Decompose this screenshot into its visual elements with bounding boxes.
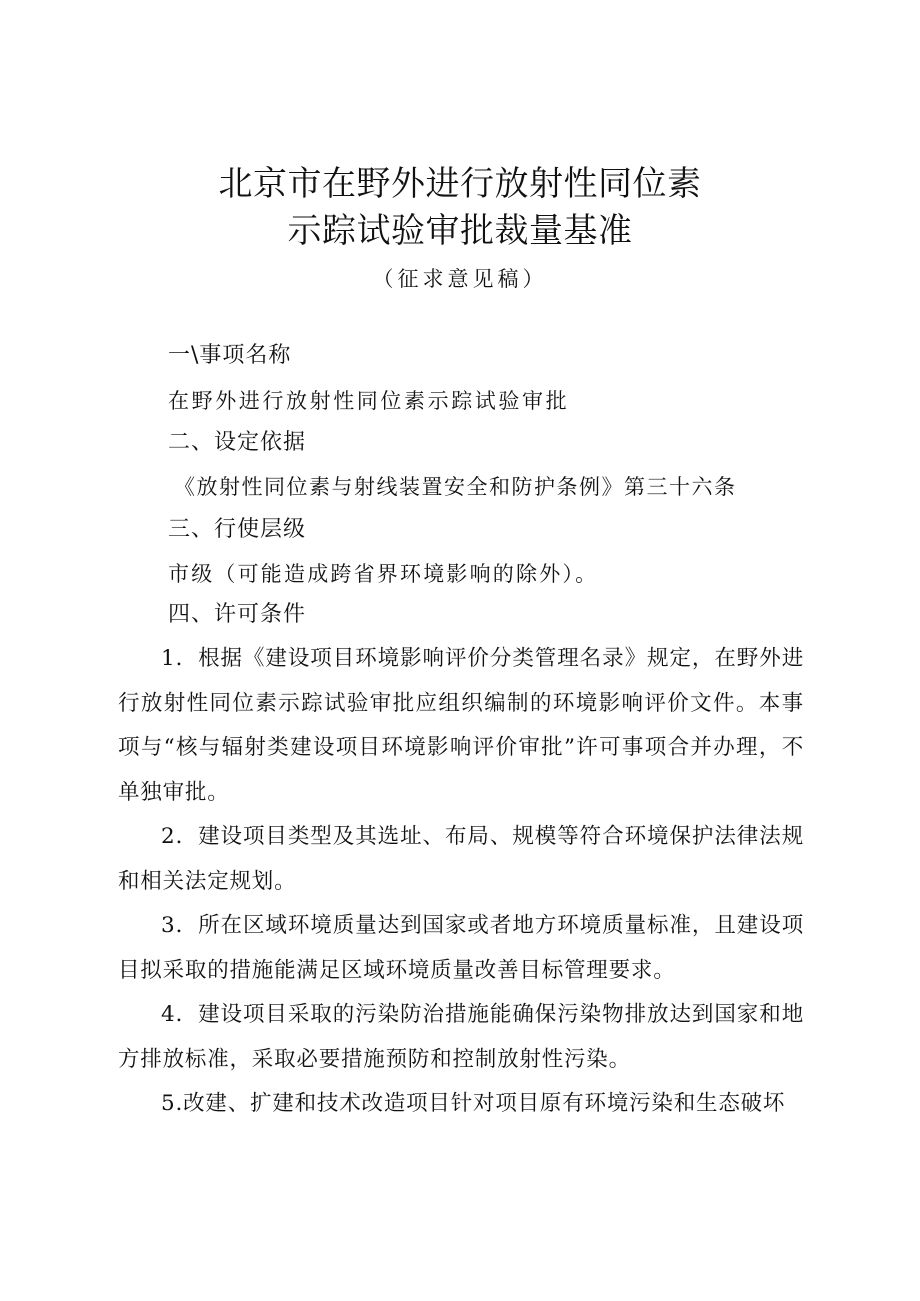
document-subtitle: （征求意见稿） [372, 267, 548, 291]
document-title-line-1: 北京市在野外进行放射性同位素 [218, 164, 702, 204]
section-heading-level: 三、行使层级 [168, 517, 307, 542]
section-heading-conditions: 四、许可条件 [168, 602, 307, 627]
section-body-legal-basis: 《放射性同位素与射线装置安全和防护条例》第三十六条 [174, 475, 737, 499]
section-heading-legal-basis: 二、设定依据 [168, 430, 307, 455]
condition-item-5: 5.改建、扩建和技术改造项目针对项目原有环境污染和生态破坏 [161, 1091, 786, 1116]
condition-item-2: 2．建设项目类型及其选址、布局、规模等符合环境保护法律法规和相关法定规划。 [118, 824, 804, 894]
condition-item-3: 3．所在区域环境质量达到国家或者地方环境质量标准，且建设项目拟采取的措施能满足区域环境质量改善目标管理要求。 [118, 913, 804, 983]
section-heading-item-name: 一\事项名称 [168, 343, 292, 368]
section-body-item-name: 在野外进行放射性同位素示踪试验审批 [168, 389, 570, 413]
section-body-level: 市级（可能造成跨省界环境影响的除外）。 [168, 562, 599, 586]
condition-item-4: 4．建设项目采取的污染防治措施能确保污染物排放达到国家和地方排放标准，采取必要措施预防和控制放射性污染。 [118, 1002, 804, 1072]
document-title-line-2: 示踪试验审批裁量基准 [287, 211, 633, 251]
condition-item-1: 1．根据《建设项目环境影响评价分类管理名录》规定，在野外进行放射性同位素示踪试验审批应组织编制的环境影响评价文件。本事项与“核与辐射类建设项目环境影响评价审批”许可事项合并办理，不单独审批。 [118, 646, 804, 805]
